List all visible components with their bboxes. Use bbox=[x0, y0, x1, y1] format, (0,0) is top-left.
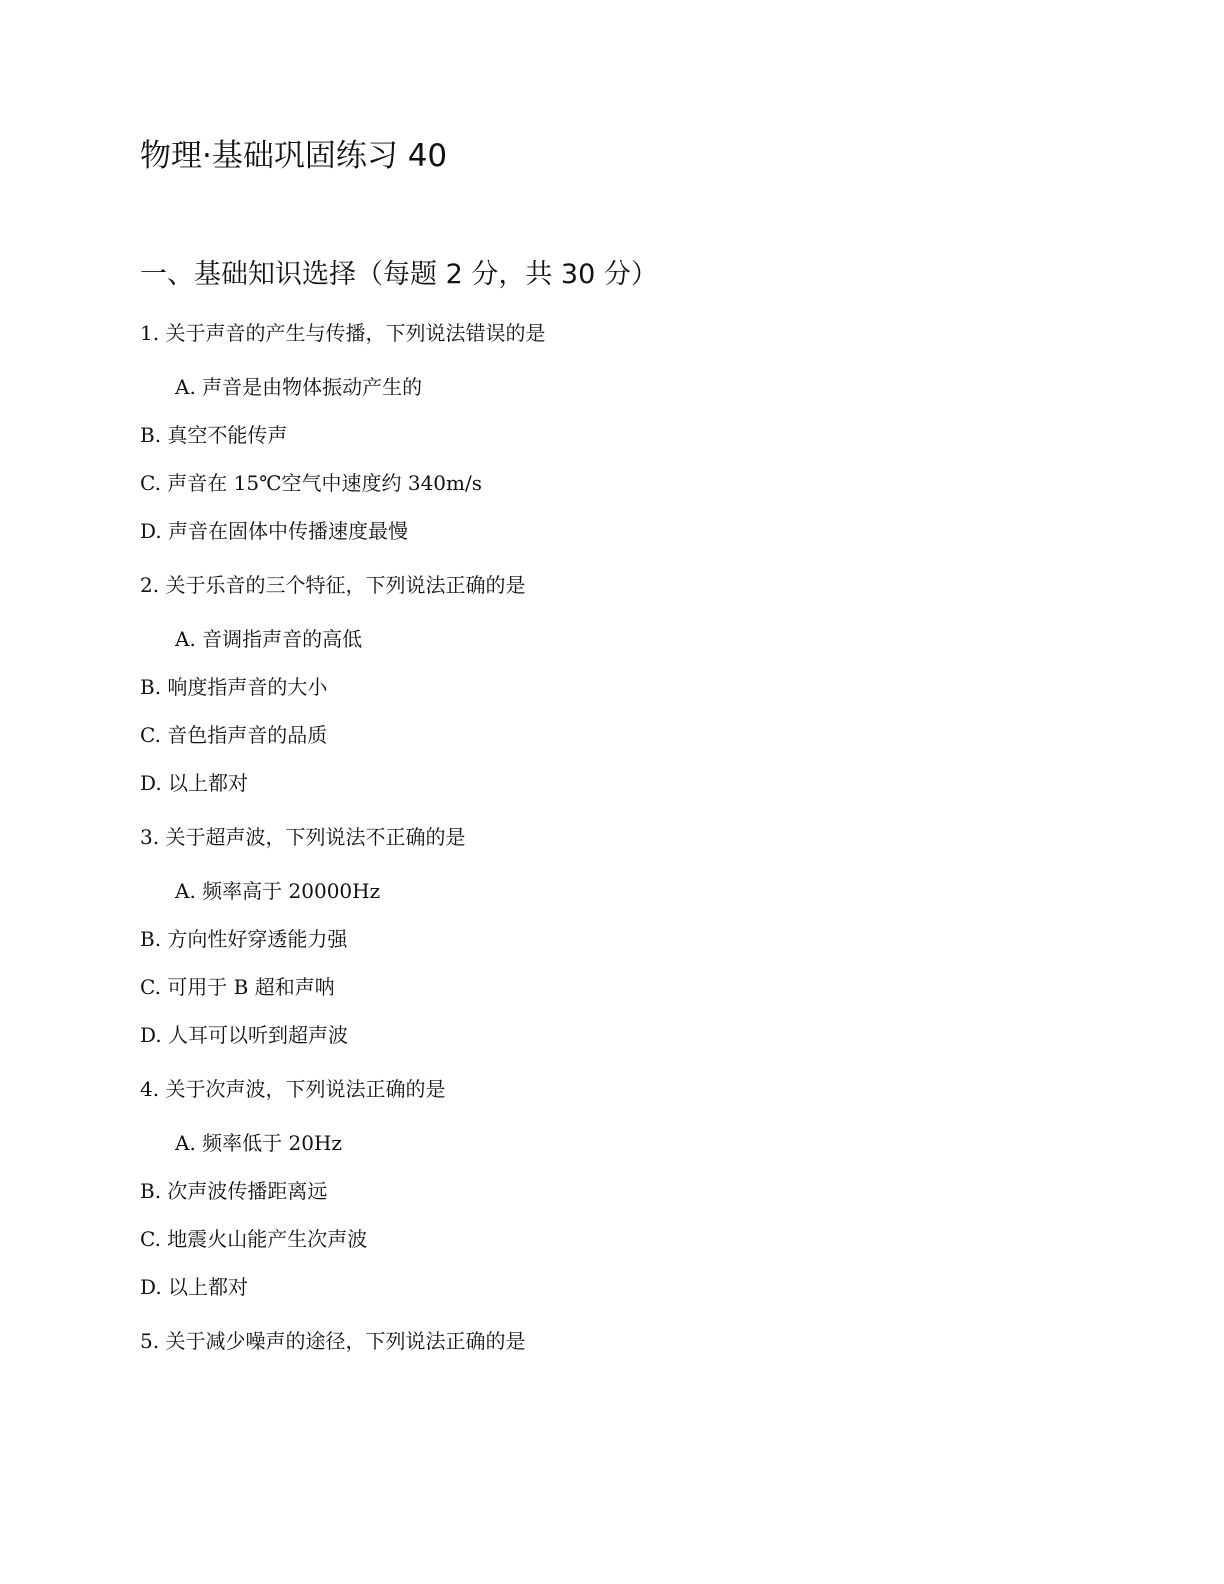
question-1-stem: 1. 关于声音的产生与传播，下列说法错误的是 bbox=[140, 321, 546, 345]
question-3-option-a: A. 频率高于 20000Hz bbox=[175, 879, 381, 903]
question-3-option-b: B. 方向性好穿透能力强 bbox=[140, 927, 348, 951]
question-4-option-a: A. 频率低于 20Hz bbox=[175, 1131, 342, 1155]
question-4-stem: 4. 关于次声波，下列说法正确的是 bbox=[140, 1077, 446, 1101]
section-heading: 一、基础知识选择（每题 2 分，共 30 分） bbox=[140, 259, 658, 290]
question-2-option-a: A. 音调指声音的高低 bbox=[175, 627, 363, 651]
question-4-option-b: B. 次声波传播距离远 bbox=[140, 1179, 328, 1203]
question-1-option-a: A. 声音是由物体振动产生的 bbox=[175, 375, 423, 399]
question-3-stem: 3. 关于超声波，下列说法不正确的是 bbox=[140, 825, 466, 849]
question-5-stem: 5. 关于减少噪声的途径，下列说法正确的是 bbox=[140, 1329, 526, 1353]
question-3-option-c: C. 可用于 B 超和声呐 bbox=[140, 975, 335, 999]
question-2-stem: 2. 关于乐音的三个特征，下列说法正确的是 bbox=[140, 573, 526, 597]
question-2-option-c: C. 音色指声音的品质 bbox=[140, 723, 328, 747]
question-2-option-b: B. 响度指声音的大小 bbox=[140, 675, 328, 699]
question-4-option-c: C. 地震火山能产生次声波 bbox=[140, 1227, 368, 1251]
question-1-option-c: C. 声音在 15℃空气中速度约 340m/s bbox=[140, 471, 482, 495]
question-1-option-d: D. 声音在固体中传播速度最慢 bbox=[140, 519, 409, 543]
question-1-option-b: B. 真空不能传声 bbox=[140, 423, 288, 447]
question-4-option-d: D. 以上都对 bbox=[140, 1275, 249, 1299]
question-2-option-d: D. 以上都对 bbox=[140, 771, 249, 795]
question-3-option-d: D. 人耳可以听到超声波 bbox=[140, 1023, 349, 1047]
document-title: 物理·基础巩固练习 40 bbox=[140, 138, 448, 174]
